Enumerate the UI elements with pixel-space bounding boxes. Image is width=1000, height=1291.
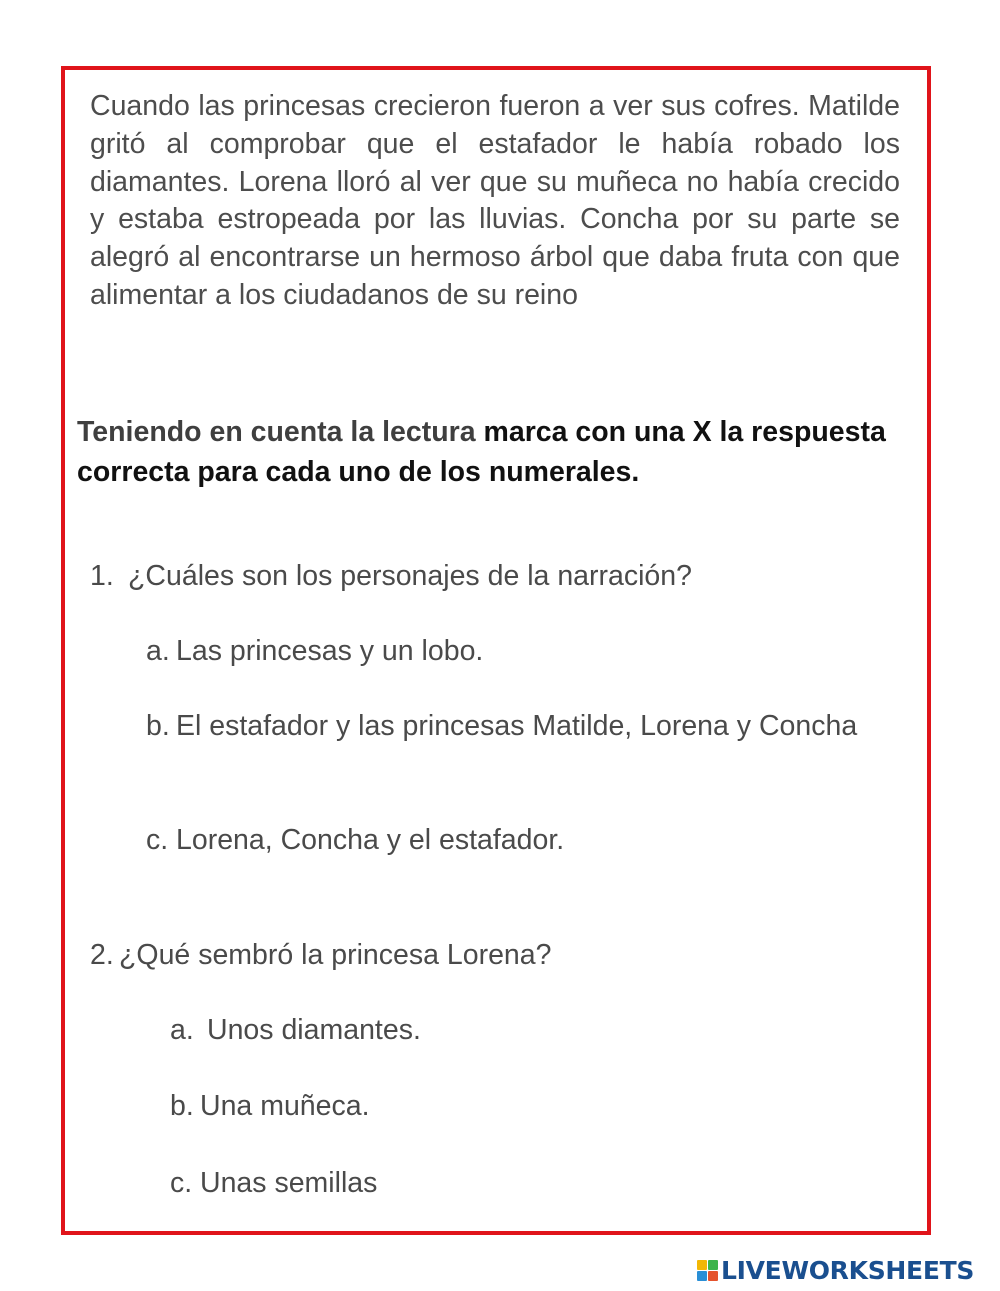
question-2 xyxy=(90,937,910,974)
option-letter: c. xyxy=(170,1167,193,1199)
option-text: Una muñeca. xyxy=(200,1090,370,1122)
logo-text: LIVEWORKSHEETS xyxy=(721,1255,975,1285)
option-text: Lorena, Concha y el estafador. xyxy=(176,824,565,856)
option-2a[interactable] xyxy=(170,1012,902,1049)
option-letter: a. xyxy=(146,635,170,667)
option-1a[interactable] xyxy=(146,633,902,670)
option-letter: c. xyxy=(146,824,169,856)
option-2c[interactable] xyxy=(170,1165,902,1202)
option-text: Unas semillas xyxy=(200,1167,378,1199)
instruction-text xyxy=(77,412,907,492)
reading-passage: Cuando las princesas crecieron fueron a ver sus cofres. Matilde gritó al comprobar que el estafador le había robado los diamantes. Lorena lloró al ver que su muñeca no había crecido y estaba estropeada por las lluvias. Concha por su parte se alegró al encontrarse un hermoso árbol que daba fruta con que alimentar a los ciudadanos de su reino xyxy=(90,90,900,311)
question-text: ¿Qué sembró la princesa Lorena? xyxy=(119,939,552,971)
option-2b[interactable] xyxy=(170,1088,902,1125)
option-text: Unos diamantes. xyxy=(207,1014,421,1046)
question-number: 2. xyxy=(90,939,114,971)
instruction-lead: Teniendo en cuenta la lectura xyxy=(77,416,476,448)
logo-block-green xyxy=(708,1260,718,1270)
question-text: ¿Cuáles son los personajes de la narración? xyxy=(128,560,692,592)
option-letter: a. xyxy=(170,1014,194,1046)
logo-block-yellow xyxy=(697,1260,707,1270)
option-letter: b. xyxy=(170,1090,194,1122)
liveworksheets-logo[interactable] xyxy=(697,1254,974,1286)
option-1b[interactable] xyxy=(146,708,902,745)
question-number: 1. xyxy=(90,560,114,592)
liveworksheets-logo-icon xyxy=(697,1260,718,1281)
option-text: El estafador y las princesas Matilde, Lorena y Concha xyxy=(176,710,858,742)
option-1c[interactable] xyxy=(146,822,902,859)
logo-block-blue xyxy=(697,1271,707,1281)
instruction-rest: marca con una X la respuesta correcta para cada uno de los numerales. xyxy=(77,416,886,488)
logo-block-red xyxy=(708,1271,718,1281)
option-text: Las princesas y un lobo. xyxy=(176,635,484,667)
option-letter: b. xyxy=(146,710,170,742)
question-1 xyxy=(90,558,910,595)
